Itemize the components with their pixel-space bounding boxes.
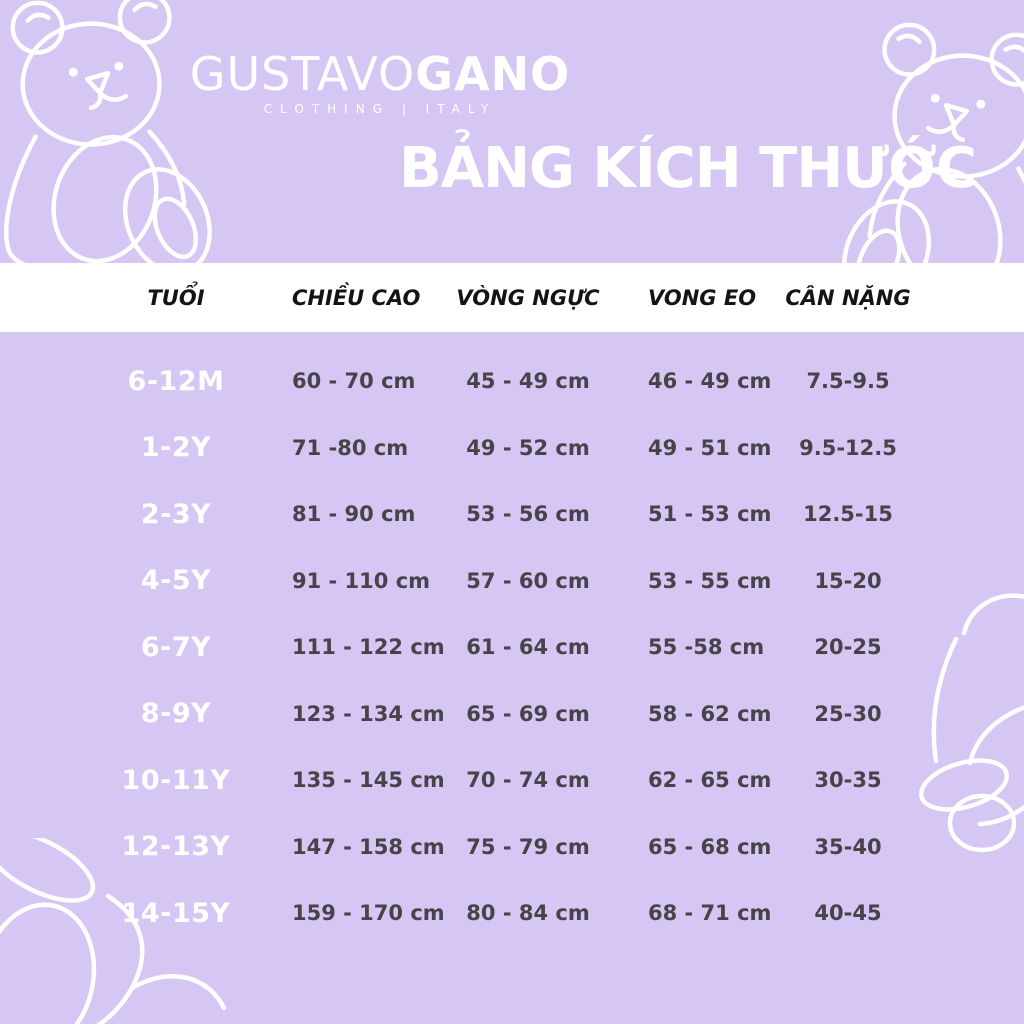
chest-cell: 53 - 56 cm xyxy=(466,502,590,527)
column-header-height: CHIỀU CAO xyxy=(292,285,421,310)
waist-cell: 46 - 49 cm xyxy=(648,369,772,394)
table-row xyxy=(0,747,1024,814)
age-cell: 10-11Y xyxy=(121,764,231,796)
table-row xyxy=(0,814,1024,881)
table-row xyxy=(0,415,1024,482)
age-cell: 2-3Y xyxy=(140,498,212,530)
chest-cell: 70 - 74 cm xyxy=(466,768,590,793)
age-cell: 6-7Y xyxy=(140,631,212,663)
age-cell: 4-5Y xyxy=(140,565,212,597)
waist-cell: 62 - 65 cm xyxy=(648,768,772,793)
waist-cell: 49 - 51 cm xyxy=(648,435,772,460)
height-cell: 60 - 70 cm xyxy=(292,369,416,394)
age-cell: 1-2Y xyxy=(140,432,212,464)
chest-cell: 65 - 69 cm xyxy=(466,701,590,726)
weight-cell: 9.5-12.5 xyxy=(799,435,897,460)
height-cell: 159 - 170 cm xyxy=(292,901,445,926)
table-row xyxy=(0,880,1024,947)
weight-cell: 25-30 xyxy=(814,701,882,726)
age-cell: 14-15Y xyxy=(121,897,231,929)
waist-cell: 68 - 71 cm xyxy=(648,901,772,926)
table-header-row xyxy=(0,263,1024,332)
column-header-waist: VONG EO xyxy=(648,285,757,310)
table-row xyxy=(0,614,1024,681)
page-title: BẢNG KÍCH THƯỚC xyxy=(399,136,976,201)
column-header-age: TUỔI xyxy=(147,285,205,310)
weight-cell: 30-35 xyxy=(814,768,882,793)
brand-logo xyxy=(170,47,590,117)
chest-cell: 61 - 64 cm xyxy=(466,635,590,660)
height-cell: 111 - 122 cm xyxy=(292,635,445,660)
chest-cell: 75 - 79 cm xyxy=(466,834,590,859)
age-cell: 6-12M xyxy=(127,365,225,397)
table-row xyxy=(0,681,1024,748)
brand-name xyxy=(170,47,590,101)
height-cell: 81 - 90 cm xyxy=(292,502,416,527)
height-cell: 71 -80 cm xyxy=(292,435,409,460)
table-header-band xyxy=(0,263,1024,332)
height-cell: 135 - 145 cm xyxy=(292,768,445,793)
chest-cell: 57 - 60 cm xyxy=(466,568,590,593)
waist-cell: 55 -58 cm xyxy=(648,635,765,660)
table-row xyxy=(0,481,1024,548)
chest-cell: 80 - 84 cm xyxy=(466,901,590,926)
chest-cell: 49 - 52 cm xyxy=(466,435,590,460)
size-table-body xyxy=(0,332,1024,947)
weight-cell: 35-40 xyxy=(814,834,882,859)
teddy-bear-top-left-icon xyxy=(0,0,216,272)
weight-cell: 12.5-15 xyxy=(803,502,893,527)
column-header-weight: CÂN NẶNG xyxy=(785,285,911,310)
waist-cell: 51 - 53 cm xyxy=(648,502,772,527)
brand-name-regular: GUSTAVO xyxy=(189,47,416,101)
weight-cell: 7.5-9.5 xyxy=(806,369,890,394)
waist-cell: 53 - 55 cm xyxy=(648,568,772,593)
chest-cell: 45 - 49 cm xyxy=(466,369,590,394)
height-cell: 91 - 110 cm xyxy=(292,568,431,593)
waist-cell: 65 - 68 cm xyxy=(648,834,772,859)
waist-cell: 58 - 62 cm xyxy=(648,701,772,726)
weight-cell: 20-25 xyxy=(814,635,882,660)
weight-cell: 15-20 xyxy=(814,568,882,593)
age-cell: 8-9Y xyxy=(140,698,212,730)
table-row xyxy=(0,548,1024,615)
weight-cell: 40-45 xyxy=(814,901,882,926)
table-row xyxy=(0,348,1024,415)
column-header-chest: VÒNG NGỰC xyxy=(456,285,600,310)
brand-tagline: CLOTHING | ITALY xyxy=(263,102,497,117)
height-cell: 147 - 158 cm xyxy=(292,834,445,859)
height-cell: 123 - 134 cm xyxy=(292,701,445,726)
age-cell: 12-13Y xyxy=(121,831,231,863)
brand-name-bold: GANO xyxy=(415,47,571,101)
